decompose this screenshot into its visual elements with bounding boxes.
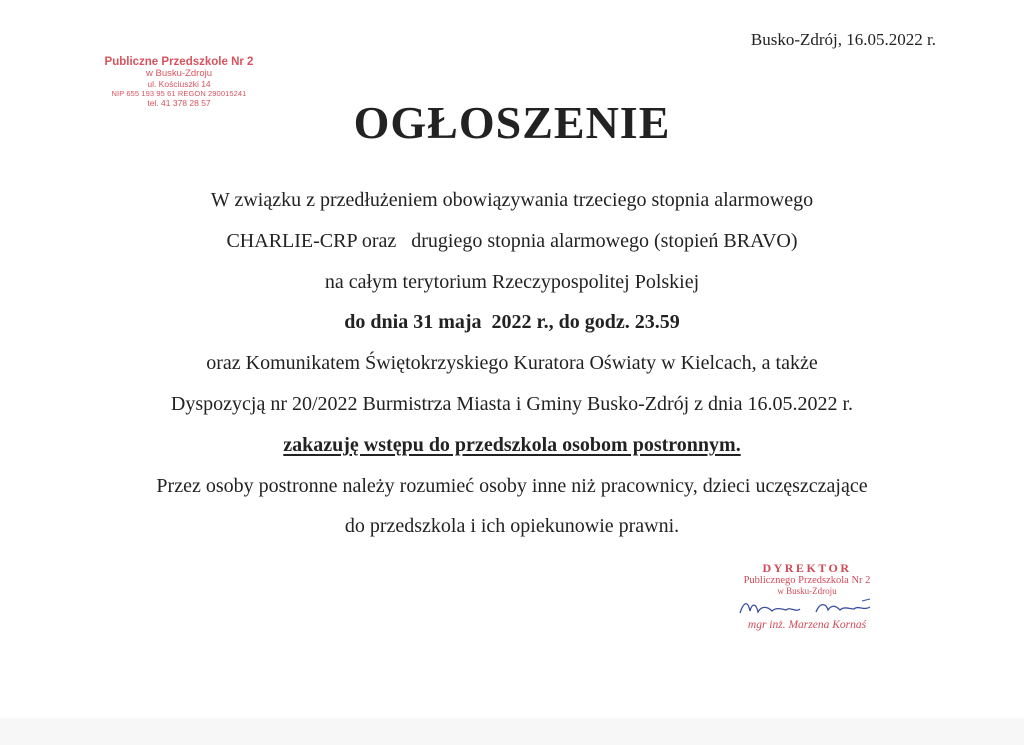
body-line-2: CHARLIE-CRP oraz drugiego stopnia alarmowego (stopień BRAVO) (226, 229, 798, 252)
signature-name: mgr inż. Marzena Kornaś (747, 618, 867, 631)
stamp-phone: tel. 41 378 28 57 (147, 97, 211, 108)
prohibition-line: zakazuję wstępu do przedszkola osobom postronnym. (283, 433, 741, 456)
signature-school: Publicznego Przedszkola Nr 2 (743, 575, 871, 587)
announcement-body (0, 180, 1024, 547)
deadline-line: do dnia 31 maja 2022 r., do godz. 23.59 (344, 311, 680, 334)
stamp-city: w Busku-Zdroju (146, 68, 212, 80)
document-date: Busko-Zdrój, 16.05.2022 r. (750, 30, 936, 49)
body-line-8: Przez osoby postronne należy rozumieć osoby inne niż pracownicy, dzieci uczęszczające (156, 474, 868, 497)
body-line-6: Dyspozycją nr 20/2022 Burmistrza Miasta i Gminy Busko-Zdrój z dnia 16.05.2022 r. (170, 392, 854, 415)
stamp-school-name: Publiczne Przedszkole Nr 2 (104, 56, 254, 68)
signature-city: w Busku-Zdroju (777, 585, 837, 596)
stamp-nip-regon: NIP 655 193 95 61 REGON 290015241 (111, 88, 247, 98)
stamp-street: ul. Kościuszki 14 (147, 79, 211, 90)
body-line-3: na całym terytorium Rzeczypospolitej Polskiej (324, 270, 700, 293)
body-line-9: do przedszkola i ich opiekunowie prawni. (344, 515, 680, 538)
document-title: OGŁOSZENIE (353, 97, 671, 148)
prohibition-line-wrapper (0, 425, 1024, 466)
signature-title: DYREKTOR (762, 561, 852, 575)
body-line-5: oraz Komunikatem Świętokrzyskiego Kuratora Oświaty w Kielcach, a także (206, 352, 818, 375)
scan-bottom-edge (0, 718, 1024, 745)
director-signature-stamp (722, 562, 892, 631)
body-line-1: W związku z przedłużeniem obowiązywania trzeciego stopnia alarmowego (210, 189, 814, 211)
handwritten-signature (732, 597, 882, 619)
